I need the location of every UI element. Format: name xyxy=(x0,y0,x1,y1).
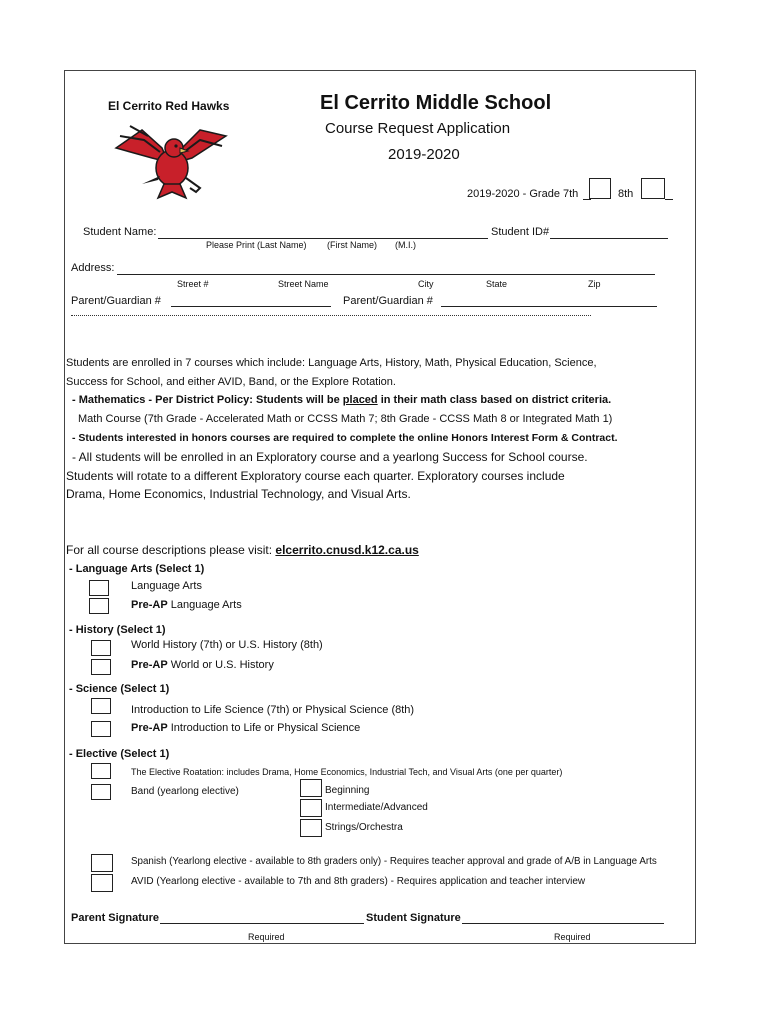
preap-science-checkbox[interactable] xyxy=(91,721,111,737)
last-name-hint: Please Print (Last Name) xyxy=(206,240,307,250)
student-id-field[interactable] xyxy=(550,238,668,239)
elective-rotation-checkbox[interactable] xyxy=(91,763,111,779)
band-option: Band (yearlong elective) xyxy=(131,786,239,797)
band-intermediate-option: Intermediate/Advanced xyxy=(325,802,428,813)
student-name-field[interactable] xyxy=(158,238,488,239)
team-name: El Cerrito Red Hawks xyxy=(108,99,230,113)
band-strings-option: Strings/Orchestra xyxy=(325,822,403,833)
city-hint: City xyxy=(418,279,434,289)
preap-science-option xyxy=(131,722,360,734)
student-signature-label: Student Signature xyxy=(366,912,461,924)
science-option: Introduction to Life Science (7th) or Physical Science (8th) xyxy=(131,704,415,716)
guardian2-label: Parent/Guardian # xyxy=(343,295,433,307)
intro-line-1: Students are enrolled in 7 courses which include: Language Arts, History, Math, Physical Education, Science, xyxy=(66,357,597,369)
student-name-label: Student Name: xyxy=(83,226,157,238)
middle-initial-hint: (M.I.) xyxy=(395,240,416,250)
address-label: Address: xyxy=(71,262,115,274)
spanish-checkbox[interactable] xyxy=(91,854,113,872)
preap-language-arts-text: Language Arts xyxy=(167,599,242,611)
math-policy-pre: - Mathematics - Per District Policy: Students will be xyxy=(72,394,343,406)
math-policy-emphasis: placed xyxy=(342,394,378,406)
elective-heading: - Elective (Select 1) xyxy=(69,748,170,760)
guardian2-field[interactable] xyxy=(441,306,657,307)
dotted-divider xyxy=(71,315,591,316)
avid-checkbox[interactable] xyxy=(91,874,113,892)
school-name: El Cerrito Middle School xyxy=(320,92,552,114)
student-required-note: Required xyxy=(554,932,591,942)
parent-required-note: Required xyxy=(248,932,285,942)
preap-label: Pre-AP xyxy=(131,659,168,671)
preap-history-option xyxy=(131,659,274,671)
band-beginning-option: Beginning xyxy=(325,785,370,796)
state-hint: State xyxy=(486,279,508,289)
parent-signature-field[interactable] xyxy=(160,923,364,924)
explore-line-3: Drama, Home Economics, Industrial Technology, and Visual Arts. xyxy=(66,487,411,501)
visit-line xyxy=(66,543,419,557)
band-strings-checkbox[interactable] xyxy=(300,819,322,837)
student-id-label: Student ID# xyxy=(491,226,550,238)
honors-note: - Students interested in honors courses are required to complete the online Honors Interest Form & Contract. xyxy=(72,432,618,444)
band-intermediate-checkbox[interactable] xyxy=(300,799,322,817)
street-number-hint: Street # xyxy=(177,279,209,289)
elective-rotation-option: The Elective Roatation: includes Drama, Home Economics, Industrial Tech, and Visual Arts (one per quarter) xyxy=(131,767,563,777)
guardian1-field[interactable] xyxy=(171,306,331,307)
grade-8-line xyxy=(665,199,673,200)
zip-hint: Zip xyxy=(588,279,601,289)
street-name-hint: Street Name xyxy=(278,279,329,289)
language-arts-option: Language Arts xyxy=(131,580,202,592)
science-checkbox[interactable] xyxy=(91,698,111,714)
band-checkbox[interactable] xyxy=(91,784,111,800)
website-link[interactable]: elcerrito.cnusd.k12.ca.us xyxy=(275,543,419,557)
guardian1-label: Parent/Guardian # xyxy=(71,295,161,307)
history-checkbox[interactable] xyxy=(91,640,111,656)
preap-language-arts-checkbox[interactable] xyxy=(89,598,109,614)
history-option: World History (7th) or U.S. History (8th) xyxy=(131,639,323,651)
language-arts-checkbox[interactable] xyxy=(89,580,109,596)
math-course: Math Course (7th Grade - Accelerated Math or CCSS Math 7; 8th Grade - CCSS Math 8 or Integrated Math 1) xyxy=(78,413,613,425)
student-signature-field[interactable] xyxy=(462,923,664,924)
red-hawk-logo xyxy=(112,118,230,204)
preap-history-text: World or U.S. History xyxy=(167,659,274,671)
avid-option: AVID (Yearlong elective - available to 7th and 8th graders) - Requires application and teacher interview xyxy=(131,876,586,887)
math-policy xyxy=(72,394,611,406)
preap-label: Pre-AP xyxy=(131,599,168,611)
school-year: 2019-2020 xyxy=(388,146,460,163)
address-field[interactable] xyxy=(117,274,655,275)
preap-science-text: Introduction to Life or Physical Science xyxy=(167,722,361,734)
preap-label: Pre-AP xyxy=(131,722,168,734)
math-policy-post: in their math class based on district criteria. xyxy=(377,394,612,406)
history-heading: - History (Select 1) xyxy=(69,624,166,636)
grade-7-label: 2019-2020 - Grade 7th xyxy=(467,188,579,200)
explore-line-2: Students will rotate to a different Exploratory course each quarter. Exploratory courses include xyxy=(66,469,565,483)
preap-language-arts-option xyxy=(131,599,242,611)
science-heading: - Science (Select 1) xyxy=(69,683,170,695)
band-beginning-checkbox[interactable] xyxy=(300,779,322,797)
grade-7-line xyxy=(583,199,591,200)
first-name-hint: (First Name) xyxy=(327,240,377,250)
parent-signature-label: Parent Signature xyxy=(71,912,160,924)
grade-8-checkbox[interactable] xyxy=(641,178,665,199)
form-title: Course Request Application xyxy=(325,120,511,137)
spanish-option: Spanish (Yearlong elective - available to 8th graders only) - Requires teacher approval and grade of A/B in Language Arts xyxy=(131,856,657,867)
grade-7-checkbox[interactable] xyxy=(589,178,611,199)
language-arts-heading: - Language Arts (Select 1) xyxy=(69,563,205,575)
visit-prefix: For all course descriptions please visit: xyxy=(66,543,276,557)
intro-line-2: Success for School, and either AVID, Band, or the Explore Rotation. xyxy=(66,376,396,388)
explore-line-1: - All students will be enrolled in an Exploratory course and a yearlong Success for School course. xyxy=(72,450,588,464)
grade-8-label: 8th xyxy=(618,188,634,200)
preap-history-checkbox[interactable] xyxy=(91,659,111,675)
